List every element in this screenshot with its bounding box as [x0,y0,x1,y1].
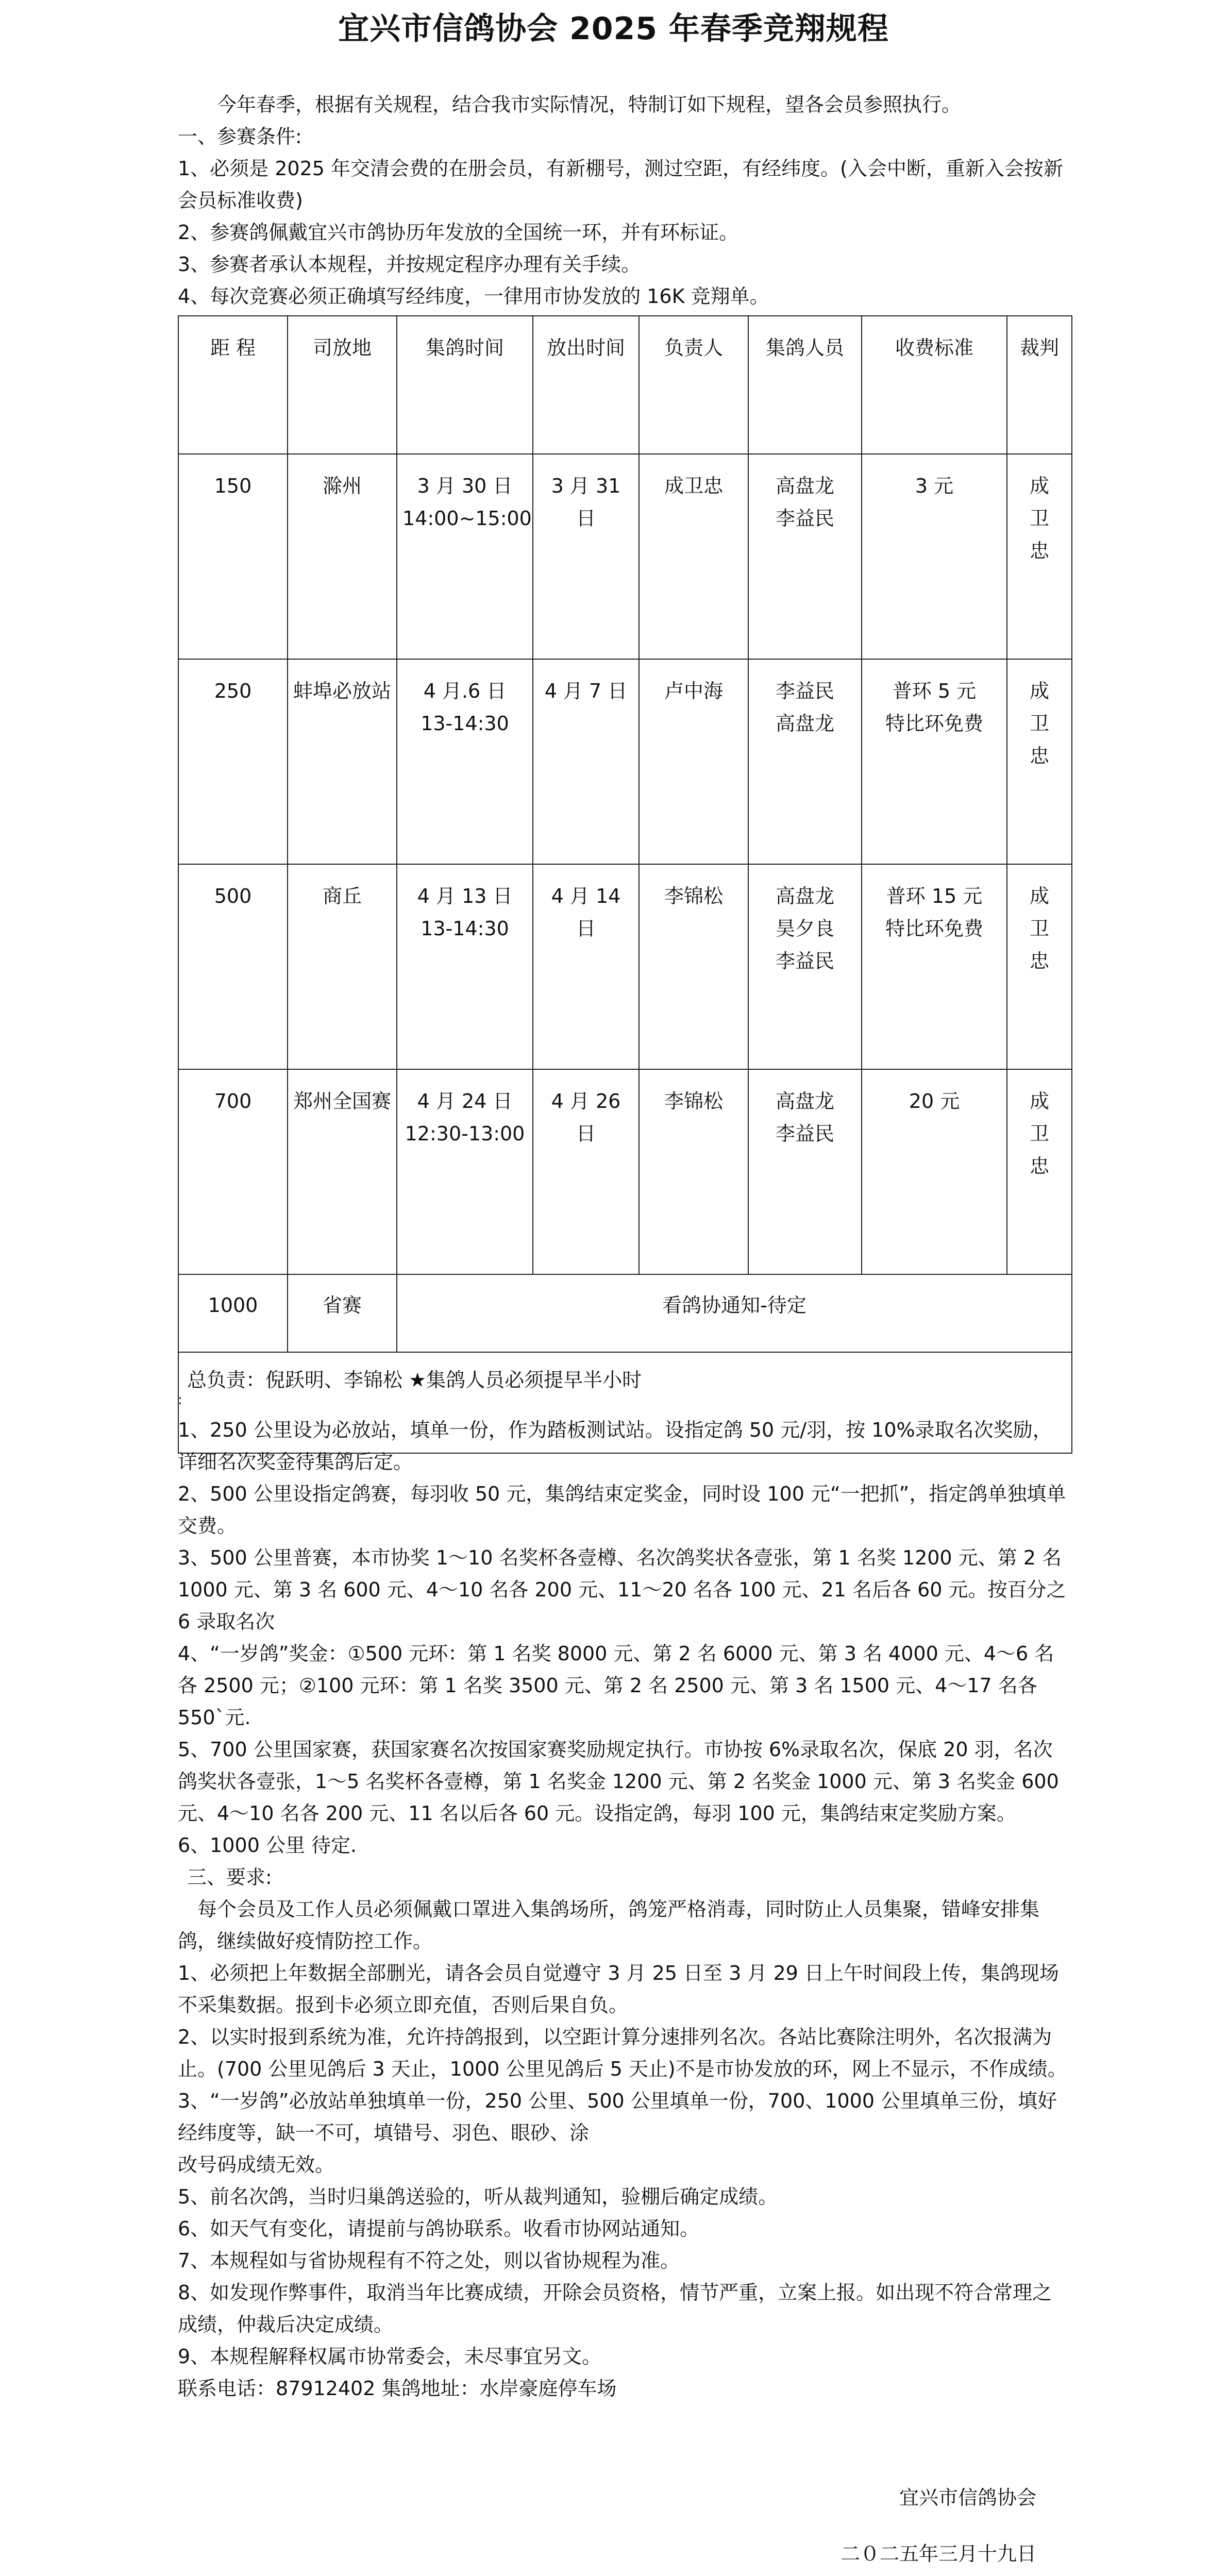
cell-judge [1007,454,1072,659]
cell-release-time [533,864,639,1069]
rule-item: 6、1000 公里 待定. [178,1834,357,1857]
cell-line: 高盘龙 [775,1090,834,1113]
cell-line: 500 [214,885,252,907]
cell-collect-time [397,864,533,1069]
cell-distance [178,659,288,864]
condition-item: 1、必须是 2025 年交清会费的在册会员，有新棚号，测过空距，有经纬度。(入会中断，重新入会按新会员标准收费) [178,157,1063,212]
cell-lead [639,659,748,864]
cell-staff [748,1069,862,1274]
cell-line: 3 月 30 日 [417,475,513,497]
header-distance: 距 程 [178,316,288,454]
requirement-item: 3、“一岁鸽”必放站单独填单一份，250 公里、500 公里填单一份，700、1000 公里填单三份，填好经纬度等，缺一不可，填错号、羽色、眼砂、涂 [178,2090,1057,2144]
cell-distance [178,1069,288,1274]
cell-line: 13-14:30 [421,917,509,940]
cell-line: 成 [1029,1090,1049,1113]
cell-judge [1007,1069,1072,1274]
cell-fee [862,1069,1007,1274]
document-title: 宜兴市信鸽协会 2025 年春季竞翔规程 [338,11,889,47]
cell-line: 李益民 [775,1122,834,1145]
cell-line: 高盘龙 [775,712,834,735]
cell-place [288,1069,397,1274]
cell-judge [1007,659,1072,864]
cell-line: 卫 [1029,507,1049,530]
requirement-item: 7、本规程如与省协规程有不符之处，则以省协规程为准。 [178,2249,680,2272]
cell-fee [862,659,1007,864]
table-row [178,659,1072,864]
cell-line: 商丘 [322,885,362,907]
cell-line: 忠 [1029,540,1049,562]
requirement-item: 5、前名次鸽，当时归巢鸽送验的，听从裁判通知，验棚后确定成绩。 [178,2185,778,2208]
rule-item: 5、700 公里国家赛，获国家赛名次按国家赛奖励规定执行。市协按 6%录取名次，保底 20 羽，名次鸽奖状各壹张，1～5 名奖杯各壹樽，第 1 名奖金 1200 元、第 2 名奖金 1000 元、第 3 名奖金 600 元、4～10 名各 200 元、11 名以后各 60 元。设指定鸽，每羽 100 元，集鸽结束定奖励方案。 [178,1738,1059,1825]
cell-line: 卫 [1029,712,1049,735]
cell-place: 省赛 [288,1274,397,1352]
cell-line: 13-14:30 [421,712,509,735]
contact-line: 联系电话：87912402 集鸽地址：水岸豪庭停车场 [178,2377,617,2400]
table-row [178,864,1072,1069]
rule-item: 2、500 公里设指定鸽赛，每羽收 50 元，集鸽结束定奖金，同时设 100 元“一把抓”，指定鸽单独填单交费。 [178,1483,1066,1537]
cell-distance [178,864,288,1069]
cell-collect-time [397,659,533,864]
cell-line: 李锦松 [664,1090,723,1113]
cell-distance [178,454,288,659]
cell-note: 看鸽协通知-待定 [397,1274,1072,1352]
cell-footer: 总负责：倪跃明、李锦松 ★集鸽人员必须提早半小时 [178,1352,1072,1453]
table-row [178,1069,1072,1274]
cell-release-time [533,1069,639,1274]
requirement-item: 1、必须把上年数据全部删光，请各会员自觉遵守 3 月 25 日至 3 月 29 日上午时间段上传，集鸽现场不采集数据。报到卡必须立即充值，否则后果自负。 [178,1962,1059,2016]
cell-line: 成 [1029,885,1049,907]
cell-line: 成 [1029,680,1049,702]
condition-item: 2、参赛鸽佩戴宜兴市鸽协历年发放的全国统一环，并有环标证。 [178,221,739,244]
cell-line: 高盘龙 [775,885,834,907]
cell-collect-time [397,1069,533,1274]
requirement-item: 6、如天气有变化，请提前与鸽协联系。收看市协网站通知。 [178,2217,700,2240]
requirements-heading: 三、要求: [187,1866,272,1889]
cell-line: 成卫忠 [664,475,723,497]
cell-line: 郑州全国赛 [293,1090,392,1113]
requirement-item: 2、以实时报到系统为准，允许持鸽报到，以空距计算分速排列名次。各站比赛除注明外，名次报满为止。(700 公里见鸽后 3 天止，1000 公里见鸽后 5 天止)不是市协发放的环，网上不显示，不作成绩。 [178,2026,1067,2080]
colon-mark: : [178,1392,182,1408]
rule-item: 3、500 公里普赛，本市协奖 1～10 名奖杯各壹樽、名次鸽奖状各壹张，第 1 名奖 1200 元、第 2 名 1000 元、第 3 名 600 元、4～10 名各 200 元、11～20 名各 100 元、21 名后各 60 元。按百分之 6 录取名次 [178,1546,1066,1633]
table-row [178,454,1072,659]
rule-item: 4、“一岁鸽”奖金：①500 元环：第 1 名奖 8000 元、第 2 名 6000 元、第 3 名 4000 元、4～6 名各 2500 元；②100 元环：第 1 名奖 3500 元、第 2 名 2500 元、第 3 名 1500 元、4～17 名各 550`元. [178,1642,1054,1729]
cell-line: 4 月 7 日 [544,680,628,702]
header-release-time: 放出时间 [533,316,639,454]
cell-line: 150 [214,475,252,497]
cell-line: 4 月 14 日 [551,885,621,940]
cell-line: 滁州 [322,475,362,497]
cell-fee [862,454,1007,659]
conditions-section [178,121,1069,312]
cell-line: 20 元 [909,1090,960,1113]
condition-item: 3、参赛者承认本规程，并按规定程序办理有关手续。 [178,253,641,276]
cell-lead [639,864,748,1069]
requirement-item: 改号码成绩无效。 [178,2153,335,2176]
signature: 宜兴市信鸽协会 [899,2486,1036,2509]
rules-section [178,1414,1069,2404]
header-fee: 收费标准 [862,316,1007,454]
cell-line: 14:00~15:00 [402,507,532,530]
condition-item: 4、每次竞赛必须正确填写经纬度，一律用市协发放的 16K 竞翔单。 [178,285,769,308]
cell-lead [639,454,748,659]
table-row [178,1274,1072,1352]
cell-lead [639,1069,748,1274]
cell-line: 忠 [1029,745,1049,767]
date: 二０二五年三月十九日 [840,2543,1036,2565]
conditions-heading: 一、参赛条件: [178,125,302,148]
cell-line: 250 [214,680,252,702]
cell-line: 普环 15 元 [886,885,983,907]
cell-line: 4 月 24 日 [417,1090,513,1113]
cell-line: 卫 [1029,917,1049,940]
cell-staff [748,659,862,864]
header-collect-time: 集鸽时间 [397,316,533,454]
intro-paragraph: 今年春季，根据有关规程，结合我市实际情况，特制订如下规程，望各会员参照执行。 [217,93,962,116]
cell-line: 3 元 [915,475,954,497]
cell-line: 忠 [1029,1155,1049,1177]
cell-line: 李益民 [775,507,834,530]
requirements-intro: 每个会员及工作人员必须佩戴口罩进入集鸽场所，鸽笼严格消毒，同时防止人员集聚，错峰安排集鸽，继续做好疫情防控工作。 [178,1898,1040,1952]
cell-line: 李锦松 [664,885,723,907]
cell-line: 4 月 26 日 [551,1090,621,1145]
cell-place [288,659,397,864]
header-staff: 集鸽人员 [748,316,862,454]
cell-line: 卫 [1029,1122,1049,1145]
cell-staff [748,864,862,1069]
header-place: 司放地 [288,316,397,454]
cell-line: 12:30-13:00 [405,1122,525,1145]
cell-line: 卢中海 [664,680,723,702]
cell-place [288,864,397,1069]
cell-line: 昊夕良 [775,917,834,940]
cell-staff [748,454,862,659]
rule-item: 1、250 公里设为必放站，填单一份，作为踏板测试站。设指定鸽 50 元/羽，按 10%录取名次奖励，详细名次奖金待集鸽后定。 [178,1419,1052,1473]
cell-line: 蚌埠必放站 [293,680,392,702]
cell-distance: 1000 [178,1274,288,1352]
header-judge: 裁判 [1007,316,1072,454]
cell-release-time [533,454,639,659]
cell-line: 忠 [1029,950,1049,972]
cell-line: 700 [214,1090,252,1113]
cell-line: 3 月 31 日 [551,475,621,530]
cell-fee [862,864,1007,1069]
requirement-item: 9、本规程解释权属市协常委会，未尽事宜另文。 [178,2345,602,2368]
cell-release-time [533,659,639,864]
cell-line: 特比环免费 [885,917,983,940]
requirement-item: 8、如发现作弊事件，取消当年比赛成绩，开除会员资格，情节严重，立案上报。如出现不符合常理之成绩，仲裁后决定成绩。 [178,2281,1052,2336]
cell-line: 李益民 [775,950,834,972]
cell-line: 4 月 13 日 [417,885,513,907]
cell-line: 特比环免费 [885,712,983,735]
cell-line: 成 [1029,475,1049,497]
cell-line: 4 月.6 日 [423,680,507,702]
cell-judge [1007,864,1072,1069]
race-schedule-table [178,315,1072,1454]
cell-place [288,454,397,659]
cell-line: 普环 5 元 [892,680,977,702]
cell-collect-time [397,454,533,659]
cell-line: 高盘龙 [775,475,834,497]
cell-line: 李益民 [775,680,834,702]
header-lead: 负责人 [639,316,748,454]
